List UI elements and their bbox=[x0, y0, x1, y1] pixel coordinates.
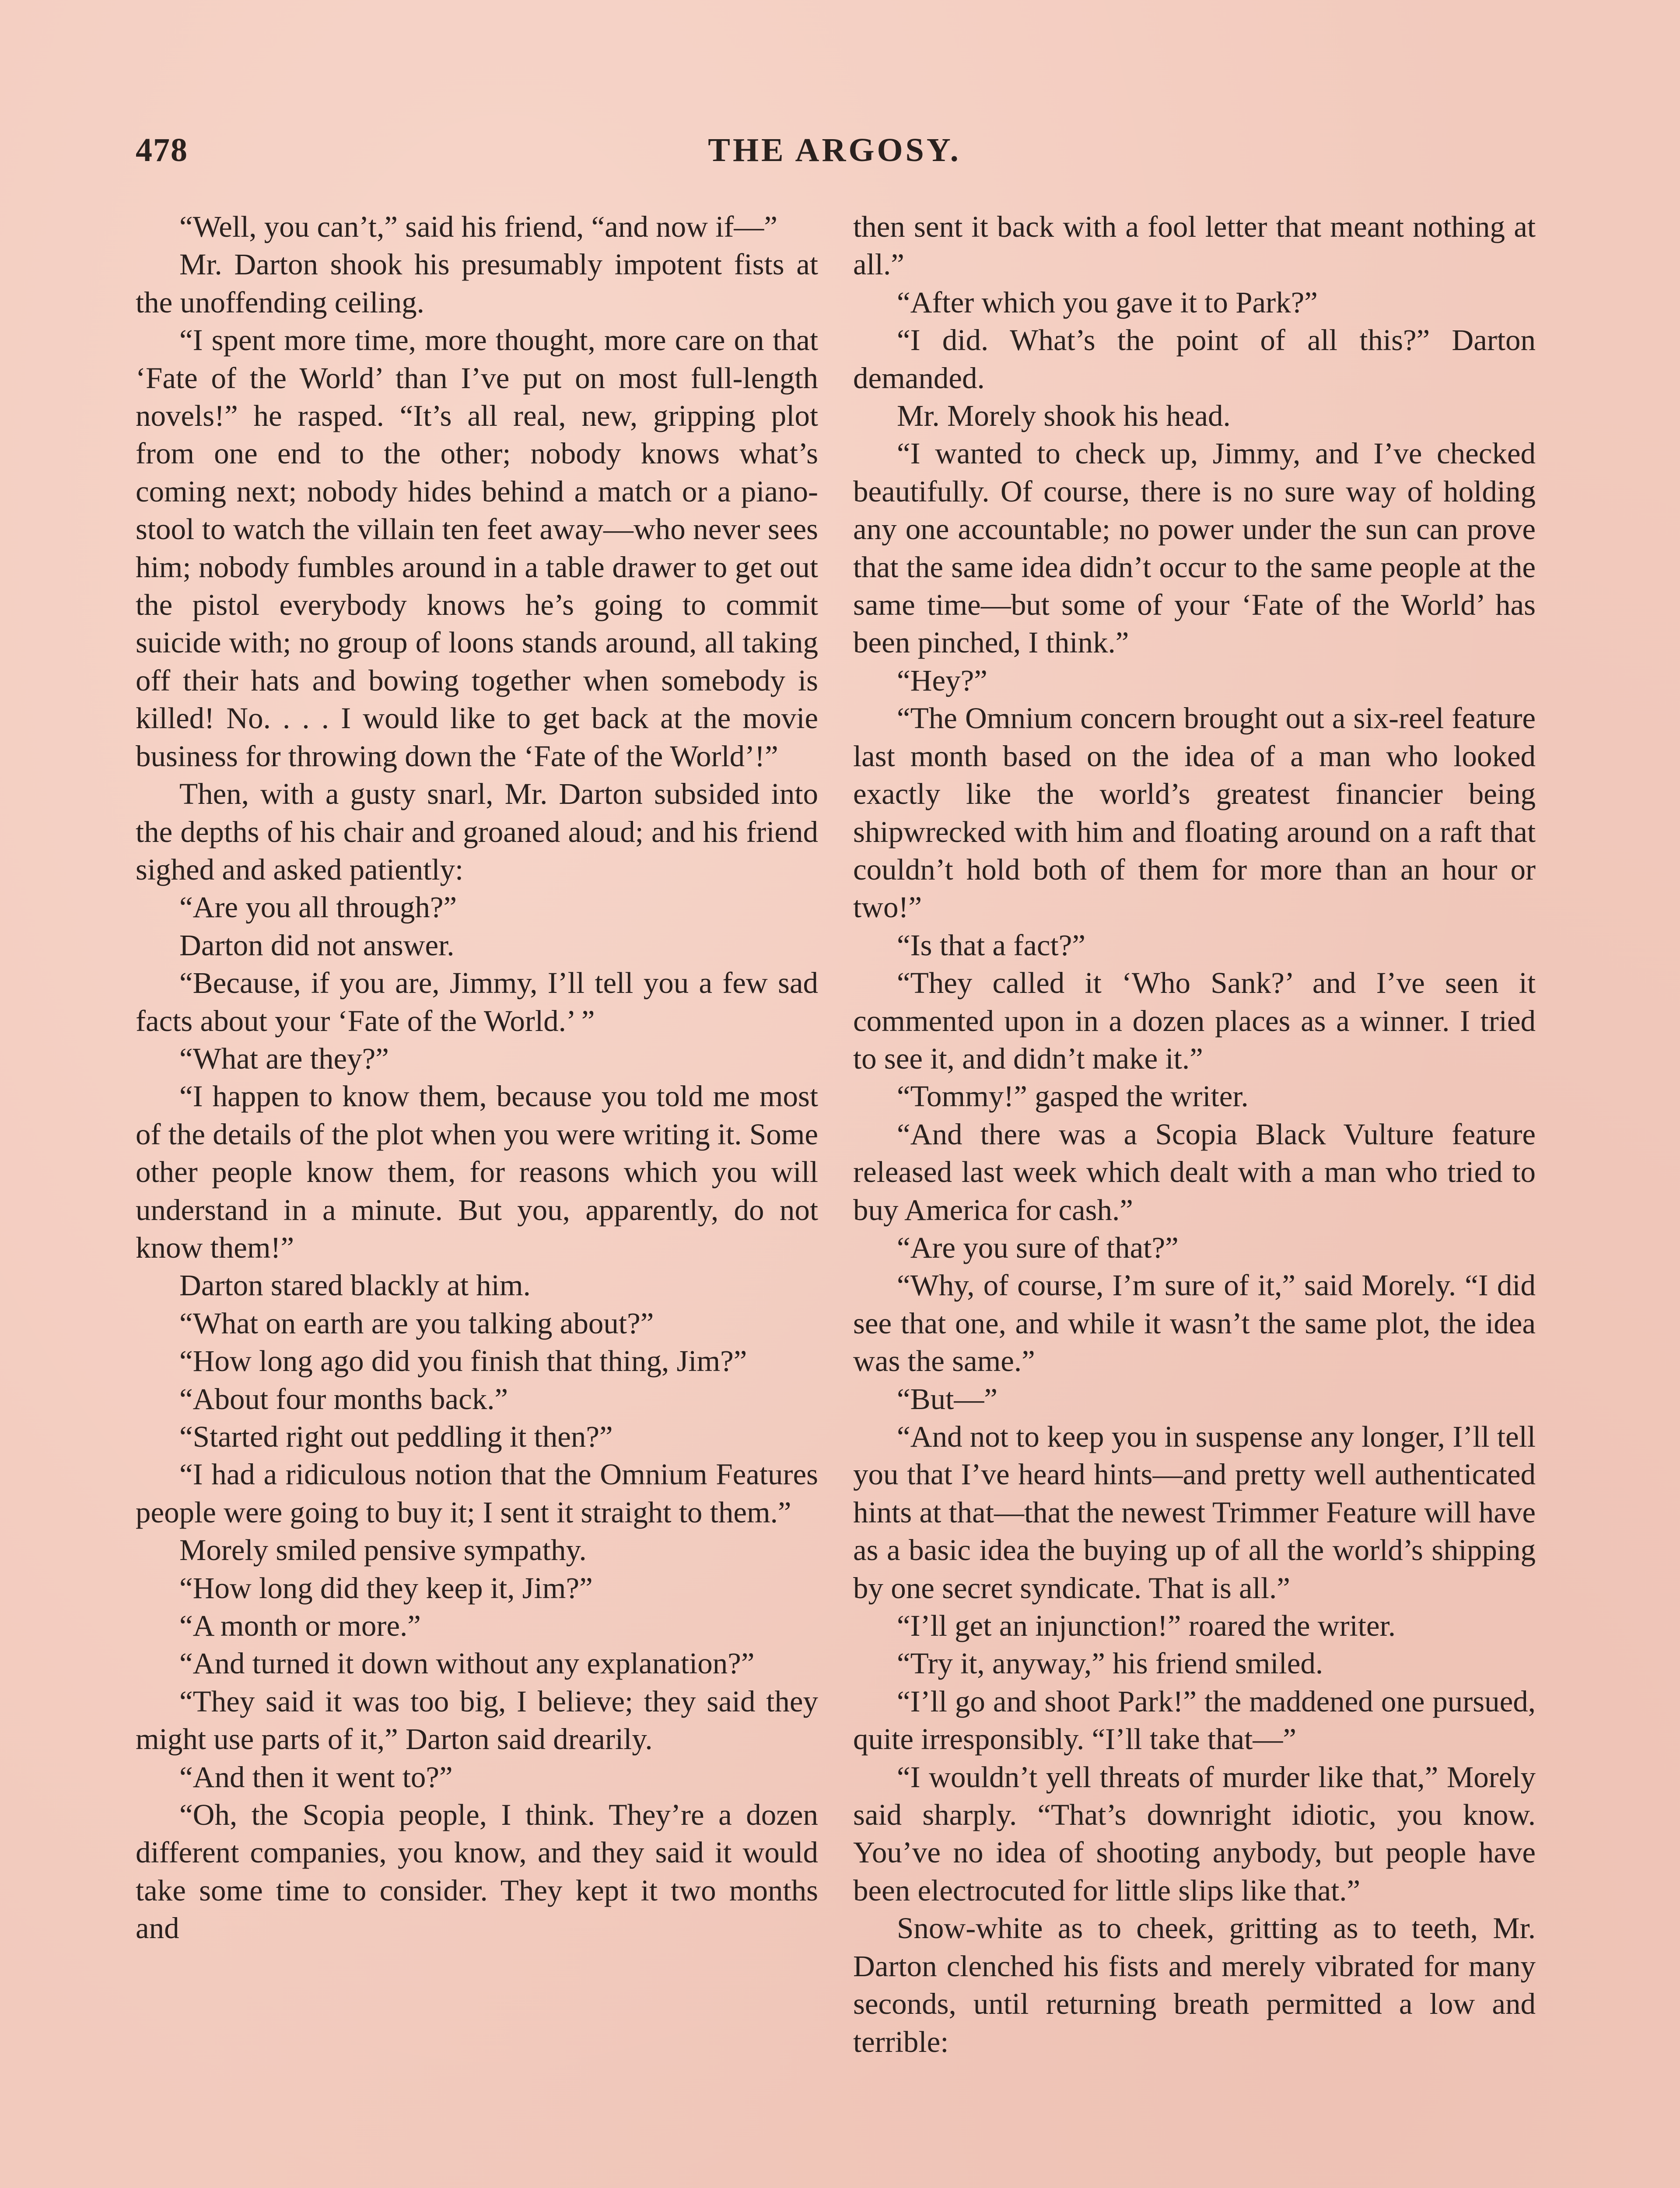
paragraph: Then, with a gusty snarl, Mr. Darton subsided into the depths of his chair and groaned aloud; and his friend sighed and asked patiently: bbox=[136, 777, 818, 886]
paragraph: Mr. Darton shook his presumably impotent fists at the unoffending ceiling. bbox=[136, 248, 818, 319]
paragraph: “I spent more time, more thought, more care on that ‘Fate of the World’ than I’ve put on most full-length novels!” he rasped. “It’s all real, new, gripping plot from one end to the other; nobody knows what’s coming next; nobody hides behind a match or a piano-stool to watch the villain ten feet away—who never sees him; nobody fumbles around in a table drawer to get out the pistol everybody knows he’s going to commit suicide with; no group of loons stands around, all taking off their hats and bowing together when somebody is killed! No. . . . I would like to get back at the movie business for throwing down the ‘Fate of the World’!” bbox=[136, 323, 818, 773]
paragraph: “I did. What’s the point of all this?” Darton demanded. bbox=[853, 323, 1536, 395]
paragraph: Darton stared blackly at him. bbox=[179, 1269, 531, 1302]
paragraph: “I had a ridiculous notion that the Omnium Features people were going to buy it; I sent it straight to them.” bbox=[136, 1458, 818, 1529]
right-column bbox=[853, 208, 1536, 2061]
paragraph: “I wouldn’t yell threats of murder like that,” Morely said sharply. “That’s downright idiotic, you know. You’ve no idea of shooting anybody, but people have been electrocuted for little slips like that.” bbox=[853, 1760, 1536, 1907]
paragraph: “And not to keep you in suspense any longer, I’ll tell you that I’ve heard hints—and pretty well authenticated hints at that—that the newest Trimmer Feature will have as a basic idea the buying up of all the world’s shipping by one secret syndicate. That is all.” bbox=[853, 1420, 1536, 1605]
paragraph: “Tommy!” gasped the writer. bbox=[897, 1080, 1249, 1113]
paragraph: “Try it, anyway,” his friend smiled. bbox=[897, 1647, 1323, 1680]
paragraph: “I’ll go and shoot Park!” the maddened one pursued, quite irresponsibly. “I’ll take that—” bbox=[853, 1684, 1536, 1756]
text-columns bbox=[136, 208, 1536, 2188]
paragraph-continuation: then sent it back with a fool letter that meant nothing at all.” bbox=[853, 210, 1536, 281]
paragraph: “Are you sure of that?” bbox=[897, 1231, 1179, 1264]
paragraph: “And there was a Scopia Black Vulture feature released last week which dealt with a man who tried to buy America for cash.” bbox=[853, 1117, 1536, 1227]
paragraph: “I happen to know them, because you told me most of the details of the plot when you were writing it. Some other people know them, for reasons which you will understand in a minute. But you, apparently, do not know them!” bbox=[136, 1080, 818, 1264]
paragraph: “Are you all through?” bbox=[179, 891, 457, 924]
paragraph: “They called it ‘Who Sank?’ and I’ve seen it commented upon in a dozen places as a winner. I tried to see it, and didn’t make it.” bbox=[853, 966, 1536, 1075]
paragraph: “Is that a fact?” bbox=[897, 928, 1085, 962]
paragraph: “Because, if you are, Jimmy, I’ll tell you a few sad facts about your ‘Fate of the World.’ ” bbox=[136, 966, 818, 1038]
paragraph: “A month or more.” bbox=[179, 1609, 421, 1643]
paragraph: “Why, of course, I’m sure of it,” said Morely. “I did see that one, and while it wasn’t the same plot, the idea was the same.” bbox=[853, 1269, 1536, 1378]
paragraph: “They said it was too big, I believe; they said they might use parts of it,” Darton said drearily. bbox=[136, 1684, 818, 1756]
page-header bbox=[136, 131, 1533, 179]
paragraph: “How long did they keep it, Jim?” bbox=[179, 1571, 593, 1605]
paragraph: “Hey?” bbox=[897, 663, 987, 697]
paragraph: “How long ago did you finish that thing, Jim?” bbox=[179, 1344, 747, 1378]
page-number: 478 bbox=[136, 132, 188, 168]
paragraph: “Well, you can’t,” said his friend, “and now if—” bbox=[179, 210, 777, 243]
paragraph: “Oh, the Scopia people, I think. They’re a dozen different companies, you know, and they said it would take some time to consider. They kept it two months and bbox=[136, 1798, 818, 1945]
paragraph: Morely smiled pensive sympathy. bbox=[179, 1533, 587, 1567]
paragraph: “And then it went to?” bbox=[179, 1760, 453, 1794]
paragraph: “What are they?” bbox=[179, 1041, 389, 1075]
paragraph: “But—” bbox=[897, 1382, 998, 1416]
paragraph: “What on earth are you talking about?” bbox=[179, 1306, 654, 1340]
paragraph: “After which you gave it to Park?” bbox=[897, 285, 1318, 319]
running-head: THE ARGOSY. bbox=[708, 132, 961, 168]
paragraph: “Started right out peddling it then?” bbox=[179, 1420, 613, 1453]
paragraph: “I’ll get an injunction!” roared the writer. bbox=[897, 1609, 1396, 1643]
paragraph: Mr. Morely shook his head. bbox=[897, 399, 1231, 433]
paragraph: “I wanted to check up, Jimmy, and I’ve checked beautifully. Of course, there is no sure way of holding any one accountable; no power under the sun can prove that the same idea didn’t occur to the same people at the same time—but some of your ‘Fate of the World’ has been pinched, I think.” bbox=[853, 437, 1536, 659]
paragraph: “And turned it down without any explanation?” bbox=[179, 1647, 755, 1680]
paragraph: “The Omnium concern brought out a six-reel feature last month based on the idea of a man who looked exactly like the world’s greatest financier being shipwrecked with him and floating around on a raft that couldn’t hold both of them for more than an hour or two!” bbox=[853, 701, 1536, 924]
paragraph: Darton did not answer. bbox=[179, 928, 455, 962]
paragraph: “About four months back.” bbox=[179, 1382, 508, 1416]
paragraph: Snow-white as to cheek, gritting as to teeth, Mr. Darton clenched his fists and merely vibrated for many seconds, until returning breath permitted a low and terrible: bbox=[853, 1911, 1536, 2058]
left-column bbox=[136, 208, 818, 1947]
